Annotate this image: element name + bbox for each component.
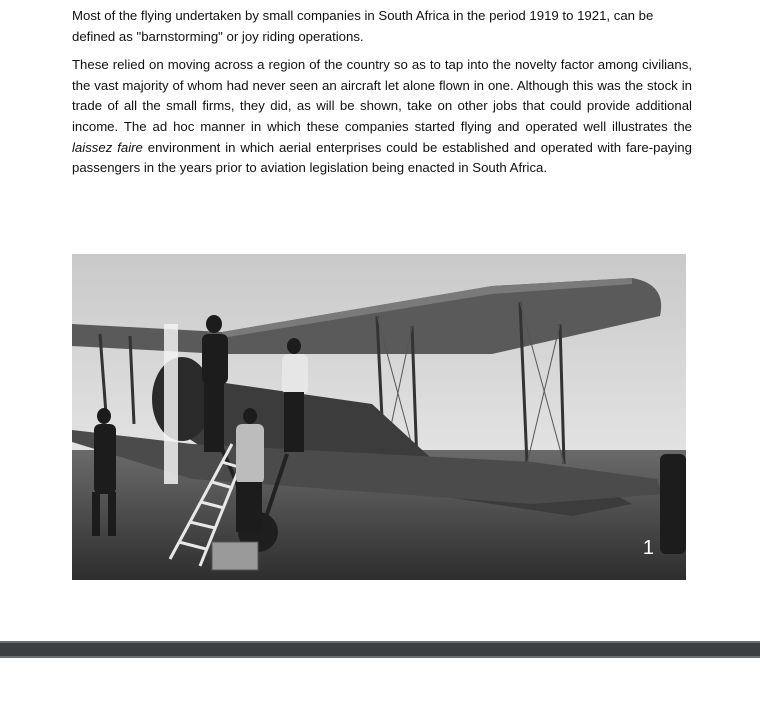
paragraph-barnstorming: Most of the flying undertaken by small companies in South Africa in the period 1919 to 1921, can be defined as "barnstorming" or joy riding operations. [72, 8, 654, 44]
biplane-photo-image [72, 254, 686, 580]
paragraph-novelty [72, 55, 692, 179]
body-text [72, 6, 692, 187]
paragraph-novelty-text-end: environment in which aerial enterprises could be established and operated with fare-paying passengers in the years prior to aviation legislation being enacted in South Africa. [72, 139, 692, 176]
page-divider-band [0, 641, 760, 658]
laissez-faire-italic: laissez faire [72, 139, 143, 155]
biplane-photograph [72, 254, 686, 580]
photo-number-label: 1 [642, 537, 654, 559]
paragraph-novelty-text-start: These relied on moving across a region of the country so as to tap into the novelty factor among civilians, the vast majority of whom had never seen an aircraft let alone flown in one. Although this was the stock in trade of all the small firms, they did, as will be shown, take on other jobs that could provide additional income. The ad hoc manner in which these companies started flying and operated well illustrates the [72, 57, 692, 134]
